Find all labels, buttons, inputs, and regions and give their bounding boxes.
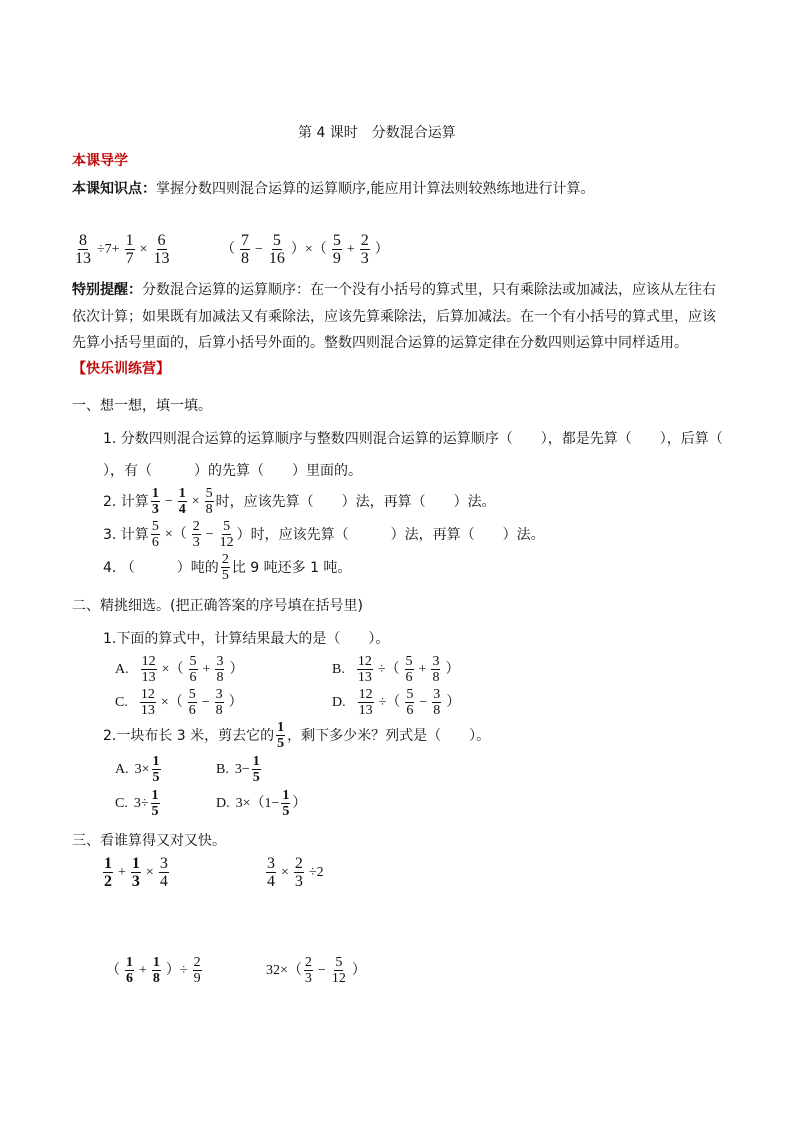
fraction: $\frac{1}{5}$ bbox=[277, 720, 285, 751]
s2-q2-option-b: B. 3− $\frac{1}{5}$ bbox=[216, 754, 260, 785]
fraction: $\frac{1}{5}$ bbox=[152, 754, 160, 785]
fraction: $\frac{5}{6}$ bbox=[188, 687, 196, 718]
s3-problem-1: $\frac{1}{2}$ + $\frac{1}{3}$ × $\frac{3}{4}$ bbox=[104, 855, 168, 890]
fraction: $\frac{1}{3}$ bbox=[131, 855, 140, 890]
fraction: $\frac{5}{6}$ bbox=[406, 687, 414, 718]
fraction: $\frac{3}{4}$ bbox=[267, 855, 275, 890]
fraction: $\frac{2}{5}$ bbox=[221, 552, 229, 583]
s1-question-3: 3. 计算 $\frac{5}{6}$ ×（ $\frac{2}{3}$ − $\frac{5}{12}$ ）时，应该先算（ ）法，再算（ ）法。 bbox=[103, 519, 545, 550]
fraction: $\frac{1}{3}$ bbox=[151, 486, 159, 517]
fraction: $\frac{1}{5}$ bbox=[151, 788, 159, 819]
s2-option-b: B. $\frac{12}{13}$ ÷（ $\frac{5}{6}$ + $\frac{3}{8}$ ） bbox=[332, 654, 460, 685]
knowledge-text: 掌握分数四则混合运算的运算顺序,能应用计算法则较熟练地进行计算。 bbox=[156, 181, 595, 197]
fraction: $\frac{8}{13}$ bbox=[75, 232, 91, 267]
s3-problem-4: 32×（ $\frac{2}{3}$ − $\frac{5}{12}$ ） bbox=[266, 955, 366, 986]
s2-question-2: 2.一块布长 3 米，剪去它的 $\frac{1}{5}$ ，剩下多少米？列式是（ ）。 bbox=[103, 720, 491, 751]
s2-option-d: D. $\frac{12}{13}$ ÷（ $\frac{5}{6}$ − $\frac{3}{8}$ ） bbox=[332, 687, 461, 718]
s1-question-1-line-2: ），有（ ）的先算（ ）里面的。 bbox=[103, 463, 362, 479]
fraction: $\frac{5}{12}$ bbox=[331, 955, 346, 986]
s2-option-a: A. $\frac{12}{13}$ ×（ $\frac{5}{6}$ + $\frac{3}{8}$ ） bbox=[115, 654, 244, 685]
tip-line-3: 先算小括号里面的，后算小括号外面的。整数四则混合运算的运算定律在分数四则运算中同样适用。 bbox=[72, 335, 688, 351]
fraction: $\frac{12}{13}$ bbox=[141, 654, 156, 685]
s3-problem-3: （ $\frac{1}{6}$ + $\frac{1}{8}$ ）÷ $\frac{2}{9}$ bbox=[106, 955, 201, 986]
fraction: $\frac{5}{16}$ bbox=[268, 232, 285, 267]
fraction: $\frac{12}{13}$ bbox=[358, 687, 373, 718]
page-title: 第 4 课时 分数混合运算 bbox=[298, 125, 456, 141]
s1-question-2: 2. 计算 $\frac{1}{3}$ − $\frac{1}{4}$ × $\frac{5}{8}$ 时，应该先算（ ）法，再算（ ）法。 bbox=[103, 486, 496, 517]
s2-q2-option-d: D. 3×（1− $\frac{1}{5}$ ） bbox=[216, 788, 307, 819]
fraction: $\frac{3}{8}$ bbox=[433, 687, 441, 718]
fraction: $\frac{5}{12}$ bbox=[219, 519, 234, 550]
fraction: $\frac{3}{4}$ bbox=[159, 855, 168, 890]
fraction: $\frac{6}{13}$ bbox=[153, 232, 170, 267]
fraction: $\frac{1}{6}$ bbox=[126, 955, 133, 986]
fraction: $\frac{3}{8}$ bbox=[216, 654, 224, 685]
s2-question-1: 1.下面的算式中，计算结果最大的是（ ）。 bbox=[103, 631, 390, 647]
knowledge-label: 本课知识点： bbox=[72, 181, 156, 197]
section-2-heading: 二、精挑细选。(把正确答案的序号填在括号里) bbox=[72, 598, 363, 614]
fraction: $\frac{1}{5}$ bbox=[252, 754, 260, 785]
fraction: $\frac{3}{8}$ bbox=[215, 687, 223, 718]
fraction: $\frac{5}{8}$ bbox=[205, 486, 213, 517]
fraction: $\frac{5}{6}$ bbox=[189, 654, 197, 685]
knowledge-point bbox=[72, 180, 594, 198]
fraction: $\frac{1}{2}$ bbox=[104, 855, 112, 890]
fraction: $\frac{12}{13}$ bbox=[140, 687, 155, 718]
example-expression-2: （ $\frac{7}{8}$ − $\frac{5}{16}$ ）×（ $\frac{5}{9}$ + $\frac{2}{3}$ ） bbox=[221, 232, 389, 267]
s2-option-c: C. $\frac{12}{13}$ ×（ $\frac{5}{6}$ − $\frac{3}{8}$ ） bbox=[115, 687, 243, 718]
example-expression-1: $\frac{8}{13}$ ÷7+ $\frac{1}{7}$ × $\frac{6}{13}$ bbox=[75, 232, 170, 267]
practice-heading: 【快乐训练营】 bbox=[72, 361, 170, 377]
s2-q2-option-a: A. 3× $\frac{1}{5}$ bbox=[115, 754, 160, 785]
guide-heading: 本课导学 bbox=[72, 153, 128, 169]
fraction: $\frac{1}{5}$ bbox=[282, 788, 290, 819]
fraction: $\frac{1}{4}$ bbox=[178, 486, 186, 517]
fraction: $\frac{2}{3}$ bbox=[294, 855, 303, 890]
fraction: $\frac{1}{7}$ bbox=[125, 232, 134, 267]
s1-question-1-line-1: 1. 分数四则混合运算的运算顺序与整数四则混合运算的运算顺序（ ），都是先算（ ），后算（ bbox=[103, 431, 723, 447]
fraction: $\frac{3}{8}$ bbox=[432, 654, 440, 685]
tip-line-1: 特别提醒：分数混合运算的运算顺序：在一个没有小括号的算式里，只有乘除法或加减法，应该从左往右 bbox=[72, 282, 716, 298]
section-1-heading: 一、想一想，填一填。 bbox=[72, 398, 212, 414]
section-3-heading: 三、看谁算得又对又快。 bbox=[72, 833, 226, 849]
fraction: $\frac{12}{13}$ bbox=[357, 654, 372, 685]
fraction: $\frac{1}{8}$ bbox=[152, 955, 160, 986]
tip-line-2: 依次计算；如果既有加减法又有乘除法，应该先算乘除法，后算加减法。在一个有小括号的算式里，应该 bbox=[72, 309, 716, 325]
s3-problem-2: $\frac{3}{4}$ × $\frac{2}{3}$ ÷2 bbox=[267, 855, 324, 890]
fraction: $\frac{2}{3}$ bbox=[304, 955, 312, 986]
fraction: $\frac{5}{6}$ bbox=[151, 519, 159, 550]
fraction: $\frac{5}{9}$ bbox=[332, 232, 341, 267]
fraction: $\frac{5}{6}$ bbox=[405, 654, 413, 685]
tip-label: 特别提醒： bbox=[72, 282, 142, 298]
fraction: $\frac{7}{8}$ bbox=[241, 232, 249, 267]
fraction: $\frac{2}{3}$ bbox=[360, 232, 369, 267]
fraction: $\frac{2}{9}$ bbox=[193, 955, 201, 986]
fraction: $\frac{2}{3}$ bbox=[192, 519, 200, 550]
s1-question-4: 4. （ ）吨的 $\frac{2}{5}$ 比 9 吨还多 1 吨。 bbox=[103, 552, 352, 583]
s2-q2-option-c: C. 3÷ $\frac{1}{5}$ bbox=[115, 788, 159, 819]
